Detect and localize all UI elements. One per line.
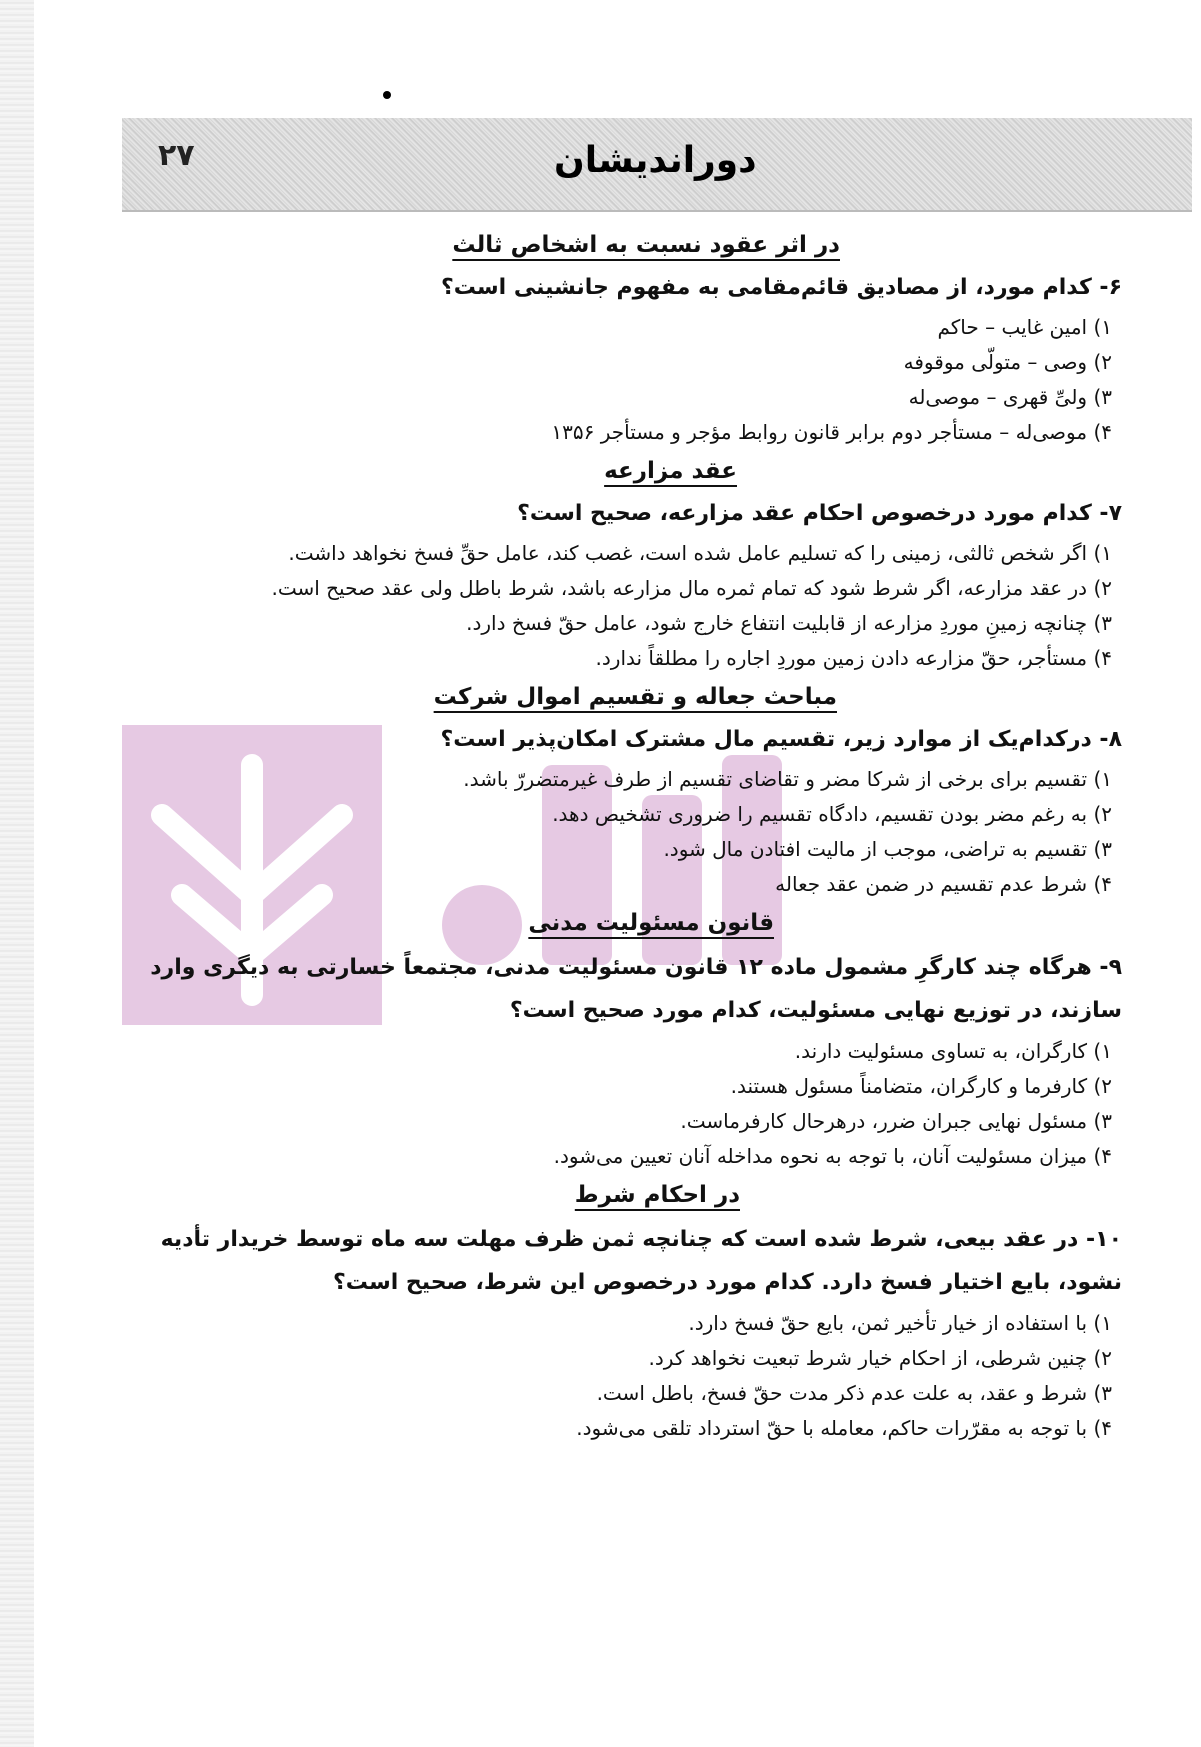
option-4: ۴) با توجه به مقرّرات حاکم، معامله با حقّ استرداد تلقی می‌شود.	[576, 1416, 1112, 1440]
option-2: ۲) وصی – متولّی موقوفه	[903, 350, 1112, 374]
option-4: ۴) شرط عدم تقسیم در ضمن عقد جعاله	[775, 872, 1112, 896]
section-conditions	[118, 1178, 1122, 1446]
section-title: عقد مزارعه	[604, 458, 737, 484]
question-6: ۶- کدام مورد، از مصادیق قائم‌مقامی به مفهوم جانشینی است؟	[440, 275, 1122, 300]
section-title: قانون مسئولیت مدنی	[528, 910, 774, 936]
option-3: ۳) مسئول نهایی جبران ضرر، درهرحال کارفرماست.	[680, 1109, 1112, 1133]
section-muzaraa	[118, 454, 1122, 676]
option-1: ۱) امین غایب – حاکم	[937, 315, 1112, 339]
question-10: ۱۰- در عقد بیعی، شرط شده است که چنانچه ثمن ظرف مهلت سه ماه توسط خریدار تأدیه نشود، بایع اختیار فسخ دارد. کدام مورد درخصوص این شرط، صحیح است؟	[160, 1227, 1122, 1295]
options-list	[118, 1034, 1112, 1174]
option-2: ۲) چنین شرطی، از احکام خیار شرط تبعیت نخواهد کرد.	[648, 1346, 1112, 1370]
section-title: در احکام شرط	[574, 1182, 740, 1208]
option-1: ۱) کارگران، به تساوی مسئولیت دارند.	[794, 1039, 1112, 1063]
option-3: ۳) شرط و عقد، به علت عدم ذکر مدت حقّ فسخ، باطل است.	[596, 1381, 1112, 1405]
option-2: ۲) در عقد مزارعه، اگر شرط شود که تمام ثمره مال مزارعه باشد، شرط باطل ولی عقد صحیح است.	[271, 576, 1112, 600]
question-7: ۷- کدام مورد درخصوص احکام عقد مزارعه، صحیح است؟	[517, 501, 1122, 526]
page-number: ۲۷	[158, 138, 195, 173]
ink-dot	[383, 91, 391, 99]
question-9: ۹- هرگاه چند کارگرِ مشمول ماده ۱۲ قانون مسئولیت مدنی، مجتمعاً خسارتی به دیگری وارد سازند، در توزیع نهایی مسئولیت، کدام مورد صحیح است؟	[150, 955, 1122, 1023]
option-2: ۲) به رغم مضر بودن تقسیم، دادگاه تقسیم را ضروری تشخیص دهد.	[552, 802, 1112, 826]
option-2: ۲) کارفرما و کارگران، متضامناً مسئول هستند.	[730, 1074, 1112, 1098]
option-3: ۳) ولیِّ قهری – موصی‌له	[908, 385, 1112, 409]
option-1: ۱) با استفاده از خیار تأخیر ثمن، بایع حقّ فسخ دارد.	[688, 1311, 1112, 1335]
options-list	[118, 762, 1112, 902]
options-list	[118, 1306, 1112, 1446]
section-joaale	[118, 680, 1122, 902]
option-4: ۴) مستأجر، حقّ مزارعه دادن زمین موردِ اجاره را مطلقاً ندارد.	[595, 646, 1112, 670]
option-1: ۱) تقسیم برای برخی از شرکا مضر و تقاضای تقسیم از طرف غیرمتضررّ باشد.	[463, 767, 1112, 791]
option-1: ۱) اگر شخص ثالثی، زمینی را که تسلیم عامل شده است، غصب کند، عامل حقِّ فسخ نخواهد داشت.	[288, 541, 1112, 565]
section-third-party	[118, 228, 1122, 450]
options-list	[118, 536, 1112, 676]
option-3: ۳) تقسیم به تراضی، موجب از مالیت افتادن مال شود.	[663, 837, 1112, 861]
question-8: ۸- درکدام‌یک از موارد زیر، تقسیم مال مشترک امکان‌پذیر است؟	[440, 727, 1122, 752]
section-title: در اثر عقود نسبت به اشخاص ثالث	[452, 232, 840, 258]
option-3: ۳) چنانچه زمینِ موردِ مزارعه از قابلیت انتفاع خارج شود، عامل حقّ فسخ دارد.	[466, 611, 1112, 635]
section-title: مباحث جعاله و تقسیم اموال شرکت	[433, 684, 837, 710]
scan-edge-shadow	[0, 0, 34, 1747]
option-4: ۴) میزان مسئولیت آنان، با توجه به نحوه مداخله آنان تعیین می‌شود.	[553, 1144, 1112, 1168]
brand-logo: دوراندیشان	[554, 140, 757, 181]
option-4: ۴) موصی‌له – مستأجر دوم برابر قانون روابط مؤجر و مستأجر ۱۳۵۶	[551, 420, 1112, 444]
options-list	[118, 310, 1112, 450]
page-content	[118, 226, 1122, 1450]
section-civil-liability	[118, 906, 1122, 1174]
page-header	[122, 118, 1192, 212]
